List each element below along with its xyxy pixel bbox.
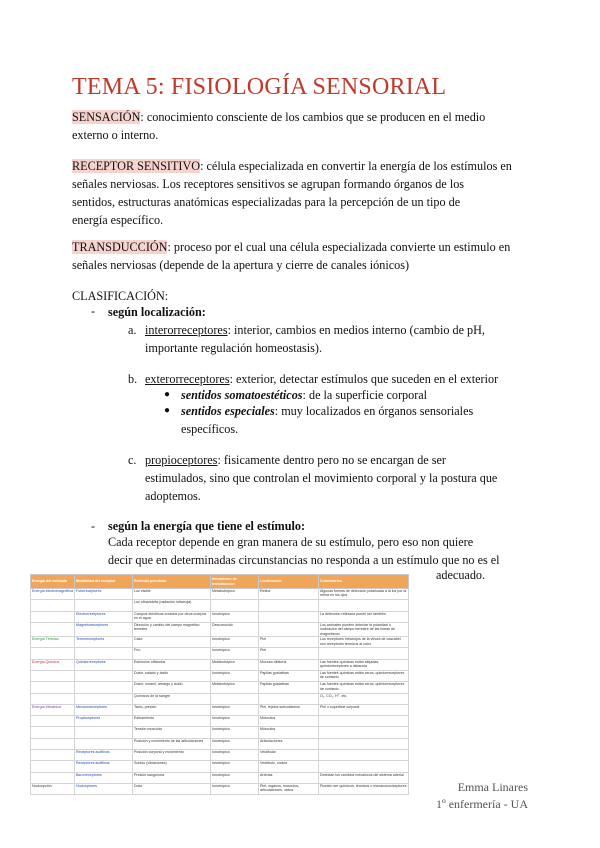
table-row <box>31 671 409 682</box>
table-cell: Nociceptores <box>75 783 133 794</box>
table-cell: Las fuentes químicas están cerca, quimiorreceptores de contacto <box>319 671 409 682</box>
table-cell <box>319 750 409 761</box>
table-cell <box>259 622 319 636</box>
clasificacion-heading: CLASIFICACIÓN: <box>72 289 169 303</box>
table-cell: Mucosa olfatoria <box>259 659 319 670</box>
table-cell: Fotorreceptores <box>75 589 133 600</box>
by-energy-label: según la energía que tiene el estímulo: <box>108 519 306 533</box>
table-cell <box>75 600 133 611</box>
table-cell <box>75 682 133 693</box>
table-cell: Ionotrópico <box>211 716 259 727</box>
table-cell <box>31 600 75 611</box>
table-cell: Ionotrópico <box>211 637 259 648</box>
table-cell: Piel <box>259 637 319 648</box>
table-header-cell: Comentarios <box>319 575 409 589</box>
exterorreceptores-term: exterorreceptores <box>145 372 230 386</box>
table-cell: Ionotrópico <box>211 671 259 682</box>
table-cell: Vestibular <box>259 750 319 761</box>
table-cell: Tacto, presión <box>133 704 211 715</box>
table-cell: Vestíbulo, cóclea <box>259 761 319 772</box>
table-cell: Algunas formas de detección polarizada a la luz por la retina en los ojos <box>319 589 409 600</box>
table-cell: Nocicepción <box>31 783 75 794</box>
table-cell <box>259 600 319 611</box>
item-b-text: exterorreceptores: exterior, detectar estímulos que suceden en el exterior <box>145 372 499 386</box>
item-b-marker: b. <box>128 372 138 386</box>
by-energy-text-end: adecuado. <box>436 568 486 582</box>
table-cell: Ionotrópico <box>211 750 259 761</box>
table-row <box>31 772 409 783</box>
table-cell: Posición y movimiento de las articulaciones <box>133 738 211 749</box>
table-cell: Luz ultravioleta (radiación infrarroja) <box>133 600 211 611</box>
table-cell: O₂, CO₂, H⁺, etc. <box>319 693 409 704</box>
table-cell <box>75 693 133 704</box>
table-cell: Propioceptores <box>75 716 133 727</box>
table-row <box>31 750 409 761</box>
table-header-cell: Modalidad del receptor <box>75 575 133 589</box>
table-cell: Ionotrópico <box>211 648 259 659</box>
table-cell: Electrorreceptores <box>75 611 133 622</box>
table-cell: Los animales pueden detectar la polaridad o inclinación del campo terrestre de las líneas de magnetismo <box>319 622 409 636</box>
table-cell <box>31 772 75 783</box>
table-cell: Piel, órganos, músculos, articulaciones, vasos <box>259 783 319 794</box>
table-cell: Ionotrópico <box>211 738 259 749</box>
table-cell: Tensión muscular <box>133 727 211 738</box>
table-cell: Estiramiento <box>133 716 211 727</box>
table-cell: Músculos <box>259 716 319 727</box>
table-cell: Dulce, salado y ácido <box>133 671 211 682</box>
table-cell: Energía electromagnética <box>31 589 75 600</box>
by-location-label: según localización: <box>108 305 206 319</box>
table-cell <box>31 727 75 738</box>
table-cell: Químicos de la sangre <box>133 693 211 704</box>
table-cell <box>259 611 319 622</box>
table-cell: Ionotrópico <box>211 704 259 715</box>
table-cell: Ionotrópico <box>211 783 259 794</box>
table-header-cell: Estímulo percibido <box>133 575 211 589</box>
table-cell: Luz visible <box>133 589 211 600</box>
table-cell <box>31 611 75 622</box>
table-cell: Estímulos olfatorios <box>133 659 211 670</box>
table-cell: Magnetorreceptores <box>75 622 133 636</box>
table-cell <box>31 682 75 693</box>
table-cell: Sonido (vibraciones) <box>133 761 211 772</box>
sensacion-paragraph: SENSACIÓN: conocimiento consciente de los cambios que se producen en el medio externo o interno. <box>72 110 486 142</box>
table-cell <box>31 716 75 727</box>
receptor-table <box>30 574 409 795</box>
table-cell: Ionotrópico <box>211 761 259 772</box>
propioceptores-term: propioceptores <box>145 453 218 467</box>
table-cell <box>75 738 133 749</box>
table-cell: Papilas gustativas <box>259 671 319 682</box>
table-row <box>31 611 409 622</box>
table-cell <box>31 622 75 636</box>
bullet-especiales: sentidos especiales: muy localizados en órganos sensoriales específicos. <box>181 404 474 436</box>
table-cell <box>319 738 409 749</box>
bullet-icon: ● <box>164 405 171 416</box>
table-cell <box>31 693 75 704</box>
table-cell: Energía Mecánica <box>31 704 75 715</box>
table-row <box>31 704 409 715</box>
table-header-row <box>31 575 409 589</box>
by-energy-text: Cada receptor depende en gran manera de su estímulo, pero eso non quiere decir que en determinadas circunstancias no responda a un estímulo que no es el <box>108 535 500 567</box>
table-cell: Frío <box>133 648 211 659</box>
table-cell: Energía Térmica <box>31 637 75 648</box>
table-header-cell: Mecanismo de transducción <box>211 575 259 589</box>
table-cell: Arterias <box>259 772 319 783</box>
table-row <box>31 727 409 738</box>
table-cell: Las fuentes químicas están cerca, quimiorreceptores de contacto <box>319 682 409 693</box>
table-cell: Metabotrópico <box>211 659 259 670</box>
table-cell: Las fuentes químicas están alejadas, quimiorreceptores a distancia <box>319 659 409 670</box>
item-c-marker: c. <box>128 453 137 467</box>
table-cell <box>75 727 133 738</box>
table-row <box>31 738 409 749</box>
table-cell: Ionotrópico <box>211 611 259 622</box>
table-cell: Articulaciones <box>259 738 319 749</box>
bullet-icon: ● <box>164 389 171 400</box>
table-header-cell: Localización <box>259 575 319 589</box>
table-cell <box>75 648 133 659</box>
receptor-paragraph: RECEPTOR SENSITIVO: célula especializada en convertir la energía de los estímulos en señales nerviosas. Los receptores sensitivos se agrupan formando órganos de los sentidos, estructuras anatómicas especializadas para la percepción de un tipo de energía específico. <box>72 159 512 227</box>
table-cell: Mecanorreceptores <box>75 704 133 715</box>
table-cell <box>319 716 409 727</box>
table-cell: Ionotrópico <box>211 772 259 783</box>
table-cell: Quimiorreceptores <box>75 659 133 670</box>
table-cell: Receptores auditivos <box>75 761 133 772</box>
table-cell: Calor <box>133 637 211 648</box>
table-cell: Receptores auditivos <box>75 750 133 761</box>
table-cell: Metabotrópico <box>211 589 259 600</box>
interorreceptores-term: interorreceptores <box>145 323 228 337</box>
table-row <box>31 622 409 636</box>
table-row <box>31 648 409 659</box>
table-cell <box>31 738 75 749</box>
table-header-cell: Energía del estímulo <box>31 575 75 589</box>
table-row <box>31 761 409 772</box>
table-cell: Detectan los cambios mecánicos del sistema arterial <box>319 772 409 783</box>
table-row <box>31 783 409 794</box>
transduccion-paragraph: TRANSDUCCIÓN: proceso por el cual una célula especializada convierte un estimulo en señales nerviosas (depende de la apertura y cierre de canales iónicos) <box>72 240 511 272</box>
table-cell: Posición corporal y movimiento <box>133 750 211 761</box>
table-cell: Barorreceptores <box>75 772 133 783</box>
footer-course: 1º enfermería - UA <box>435 797 528 811</box>
table-cell: Metabotrópico <box>211 682 259 693</box>
item-a-text: interorreceptores: interior, cambios en medios interno (cambio de pH, importante regulación homeostasis). <box>145 323 485 355</box>
table-cell <box>31 750 75 761</box>
footer-author: Emma Linares <box>457 780 528 794</box>
page-title: TEMA 5: FISIOLOGÍA SENSORIAL <box>72 74 447 100</box>
table-cell <box>319 727 409 738</box>
table-row <box>31 637 409 648</box>
table-cell: Piel <box>259 648 319 659</box>
table-row <box>31 693 409 704</box>
transduccion-term: TRANSDUCCIÓN <box>72 240 168 254</box>
table-cell: Energía Química <box>31 659 75 670</box>
dash-marker: - <box>91 519 96 533</box>
table-row <box>31 659 409 670</box>
table-cell: Desconocido <box>211 622 259 636</box>
table-row <box>31 716 409 727</box>
receptor-term: RECEPTOR SENSITIVO <box>72 159 201 173</box>
table-cell <box>319 600 409 611</box>
table-cell <box>31 671 75 682</box>
table-cell: Dolor <box>133 783 211 794</box>
table-cell <box>75 671 133 682</box>
table-cell <box>211 600 259 611</box>
table-cell <box>319 648 409 659</box>
table-cell: Pueden ser químicos, térmicos o mecanonociceptores <box>319 783 409 794</box>
table-cell: Piel o superficie corporal <box>319 704 409 715</box>
table-cell <box>259 693 319 704</box>
bullet-somatoesteticos: sentidos somatoestéticos: de la superficie corporal <box>181 388 428 402</box>
table-row <box>31 589 409 600</box>
item-c-text: propioceptores: fisicamente dentro pero no se encargan de ser estimulados, sino que controlan el movimiento corporal y la postura que adoptemos. <box>145 453 498 503</box>
table-cell: Dulce, umami, amargo y ácido <box>133 682 211 693</box>
sensacion-term: SENSACIÓN <box>72 110 141 124</box>
table-cell: Retina <box>259 589 319 600</box>
table-cell: Los receptores infrarrojos de la víbora de cascabel son receptores térmicos al calor <box>319 637 409 648</box>
table-cell <box>31 648 75 659</box>
item-a-marker: a. <box>128 323 137 337</box>
table-cell: Músculos <box>259 727 319 738</box>
table-cell <box>319 761 409 772</box>
dash-marker: - <box>91 304 96 318</box>
table-cell: Campos eléctricos creados por otros cuerpos en el agua <box>133 611 211 622</box>
table-row <box>31 682 409 693</box>
table-cell: Dirección y cambio del campo magnético terrestre <box>133 622 211 636</box>
table-cell: La detección retiniana puede ser también <box>319 611 409 622</box>
table-row <box>31 600 409 611</box>
table-cell <box>211 693 259 704</box>
table-cell: Ionotrópico <box>211 727 259 738</box>
table-cell <box>31 761 75 772</box>
table-cell: Papilas gustativas <box>259 682 319 693</box>
table-cell: Presión sanguínea <box>133 772 211 783</box>
table-cell: Termorreceptores <box>75 637 133 648</box>
table-cell: Piel, tejidos subcutáneos <box>259 704 319 715</box>
